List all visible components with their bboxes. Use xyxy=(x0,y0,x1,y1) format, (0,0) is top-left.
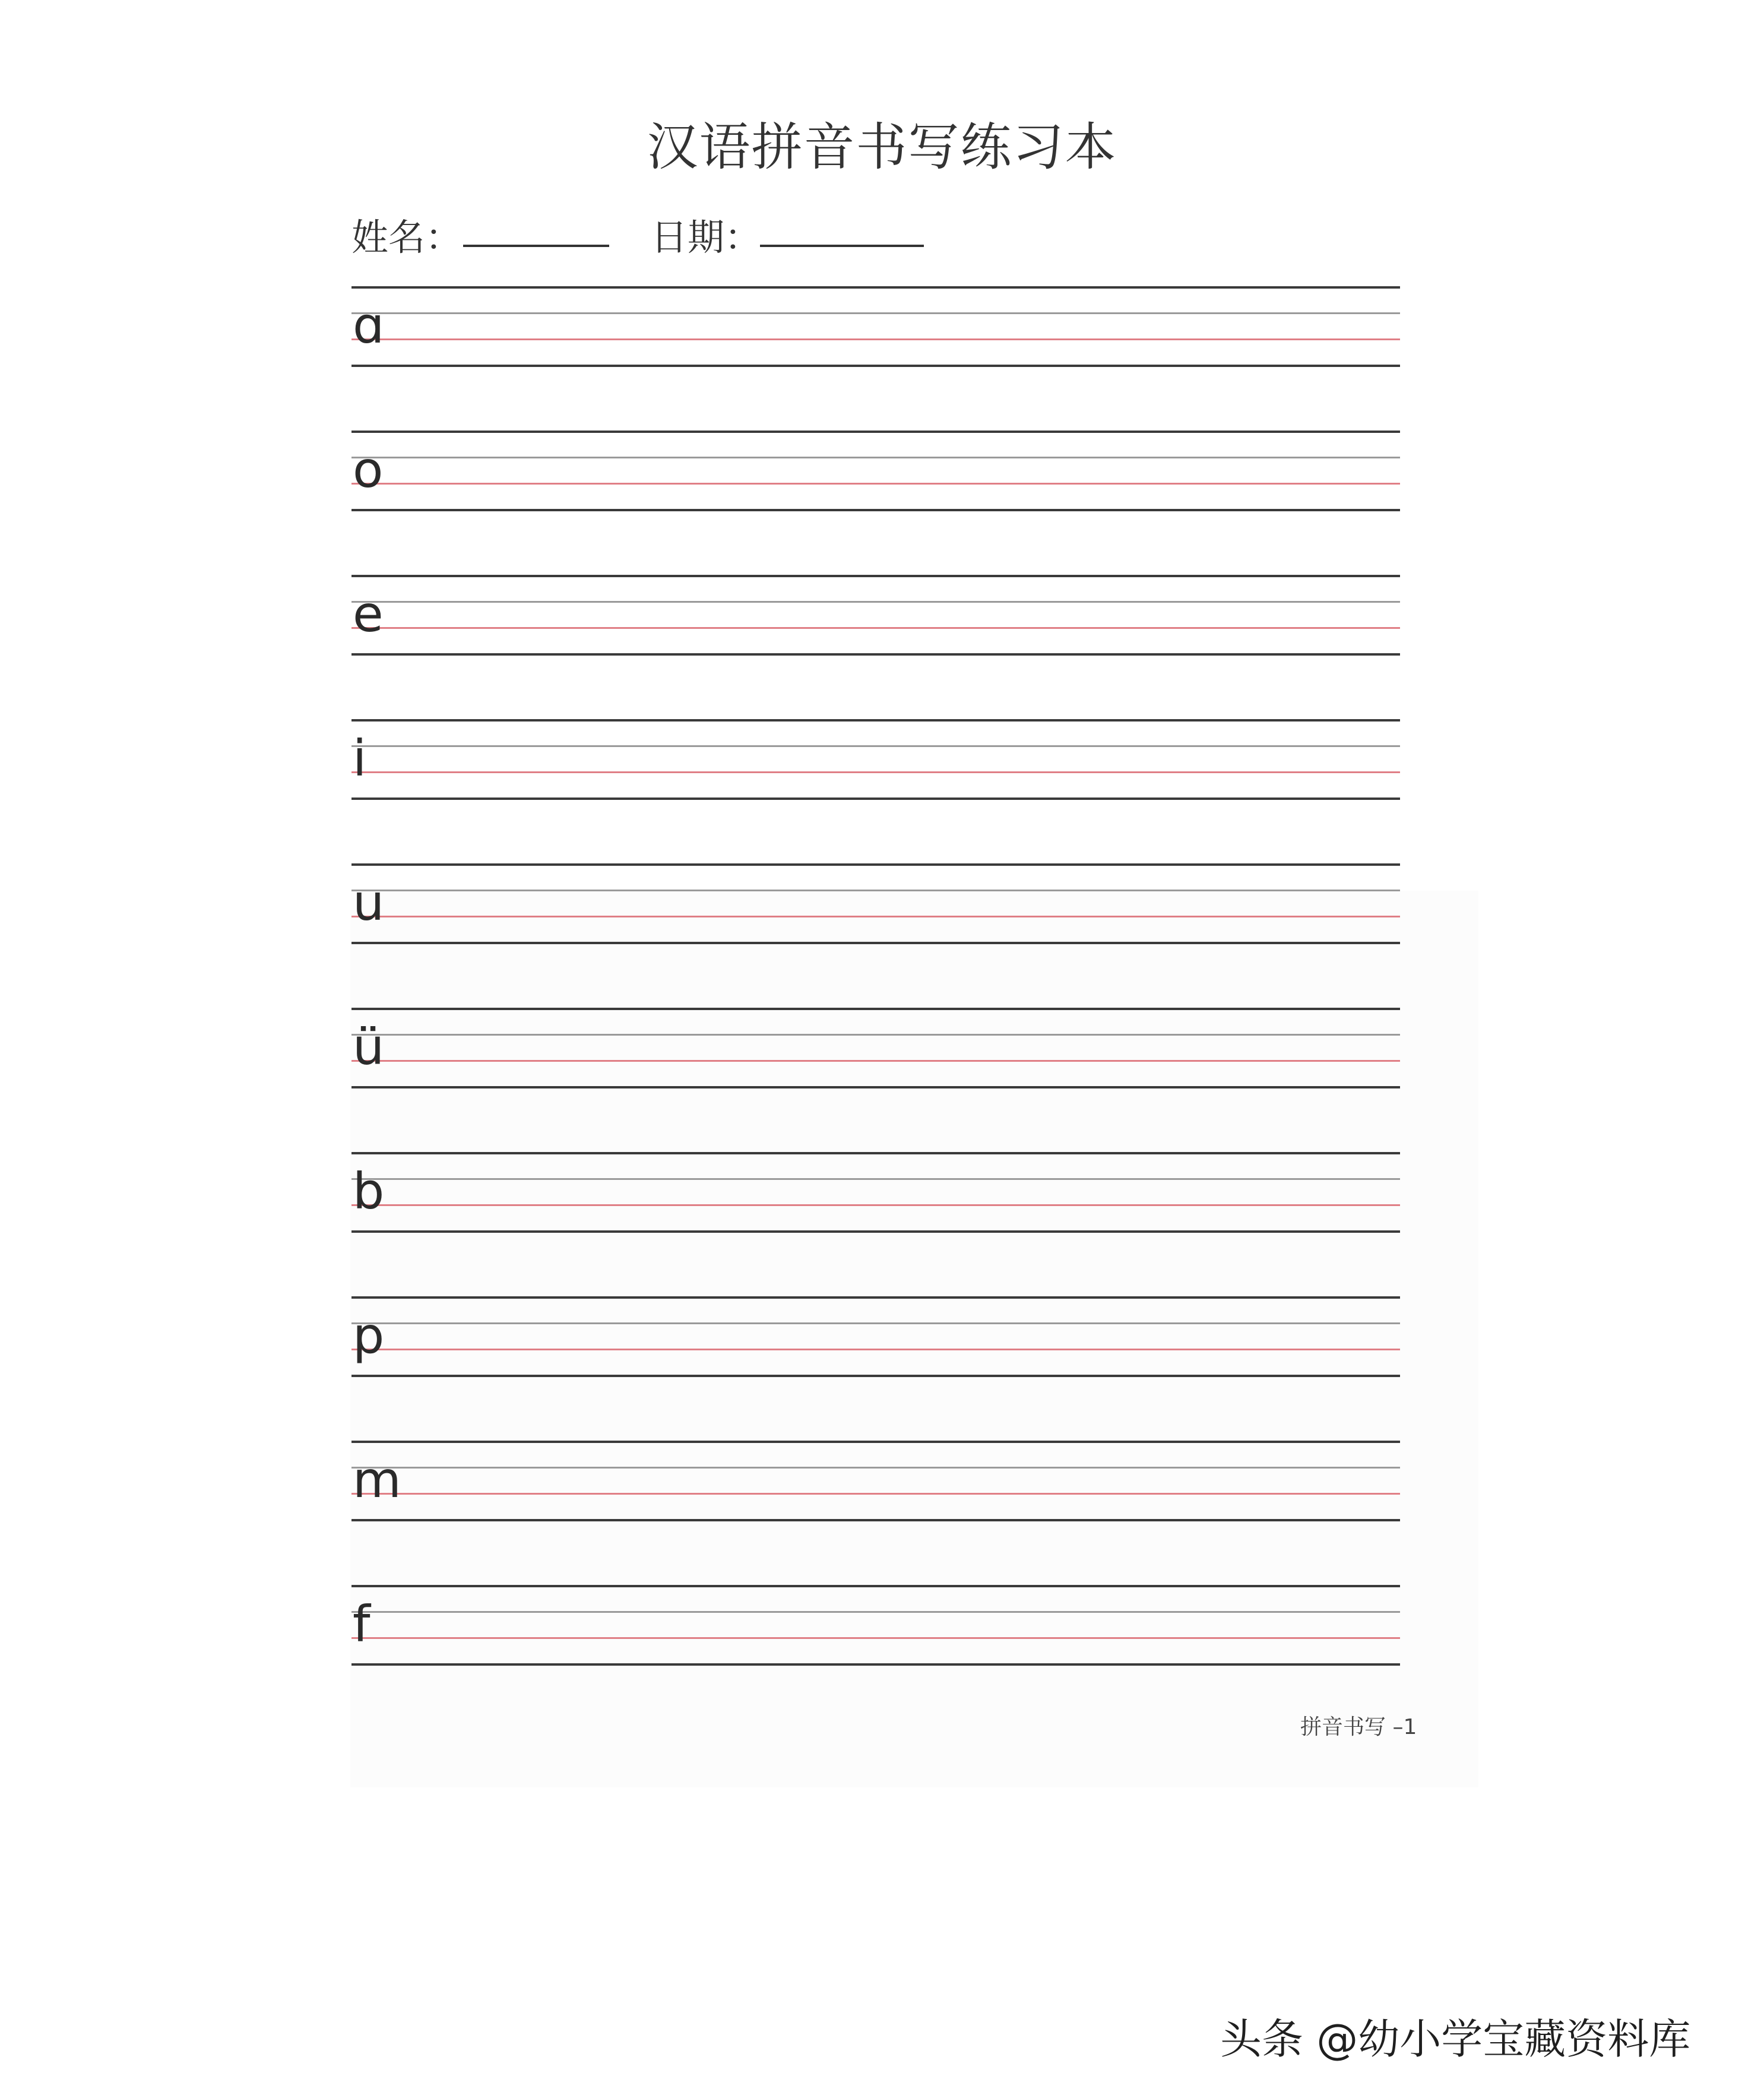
pinyin-letter: ü xyxy=(353,1018,385,1076)
writing-row xyxy=(351,286,1400,366)
writing-row xyxy=(351,1296,1400,1376)
pinyin-letter: f xyxy=(353,1595,370,1653)
mid-line xyxy=(351,1467,1400,1469)
pinyin-letter: i xyxy=(353,729,367,787)
bottom-line xyxy=(351,1230,1400,1233)
page-title: 汉语拼音书写练习本 xyxy=(647,118,1117,177)
watermark: 头条 @幼小学宝藏资料库 xyxy=(1220,2015,1691,2064)
bottom-line xyxy=(351,1519,1400,1521)
pinyin-letter: m xyxy=(353,1451,401,1509)
name-blank-line xyxy=(463,245,609,247)
top-line xyxy=(351,863,1400,866)
top-line xyxy=(351,286,1400,289)
baseline xyxy=(351,1060,1400,1062)
bottom-line xyxy=(351,942,1400,944)
pinyin-letter: p xyxy=(353,1306,385,1365)
bottom-line xyxy=(351,1663,1400,1666)
top-line xyxy=(351,1585,1400,1587)
bottom-line xyxy=(351,1375,1400,1377)
baseline xyxy=(351,1637,1400,1639)
writing-row xyxy=(351,863,1400,944)
mid-line xyxy=(351,1034,1400,1036)
top-line xyxy=(351,575,1400,577)
mid-line xyxy=(351,457,1400,458)
mid-line xyxy=(351,601,1400,603)
writing-row xyxy=(351,1441,1400,1521)
pinyin-letter: o xyxy=(353,441,384,499)
mid-line xyxy=(351,1178,1400,1180)
bottom-line xyxy=(351,653,1400,656)
baseline xyxy=(351,338,1400,340)
writing-row xyxy=(351,431,1400,511)
writing-rows xyxy=(351,286,1400,1729)
writing-row xyxy=(351,719,1400,799)
top-line xyxy=(351,1152,1400,1154)
pinyin-letter: e xyxy=(353,585,384,643)
bottom-line xyxy=(351,509,1400,511)
baseline xyxy=(351,916,1400,917)
top-line xyxy=(351,1296,1400,1299)
writing-row xyxy=(351,1008,1400,1088)
date-label: 日期： xyxy=(651,216,762,259)
mid-line xyxy=(351,1322,1400,1324)
bottom-line xyxy=(351,798,1400,800)
top-line xyxy=(351,1008,1400,1010)
baseline xyxy=(351,1349,1400,1350)
baseline xyxy=(351,1493,1400,1495)
top-line xyxy=(351,431,1400,433)
top-line xyxy=(351,719,1400,721)
baseline xyxy=(351,627,1400,629)
mid-line xyxy=(351,1611,1400,1613)
writing-row xyxy=(351,1152,1400,1232)
pinyin-letter: b xyxy=(353,1162,385,1220)
writing-row xyxy=(351,1585,1400,1665)
baseline xyxy=(351,1204,1400,1206)
baseline xyxy=(351,771,1400,773)
pinyin-letter: ɑ xyxy=(353,296,385,355)
baseline xyxy=(351,483,1400,485)
page-footer: 拼音书写 –1 xyxy=(1300,1715,1417,1739)
mid-line xyxy=(351,745,1400,747)
top-line xyxy=(351,1441,1400,1443)
date-blank-line xyxy=(760,245,924,247)
bottom-line xyxy=(351,1086,1400,1088)
name-label: 姓名： xyxy=(351,216,463,259)
writing-row xyxy=(351,575,1400,655)
bottom-line xyxy=(351,365,1400,367)
mid-line xyxy=(351,312,1400,314)
pinyin-letter: u xyxy=(353,874,385,932)
mid-line xyxy=(351,890,1400,891)
